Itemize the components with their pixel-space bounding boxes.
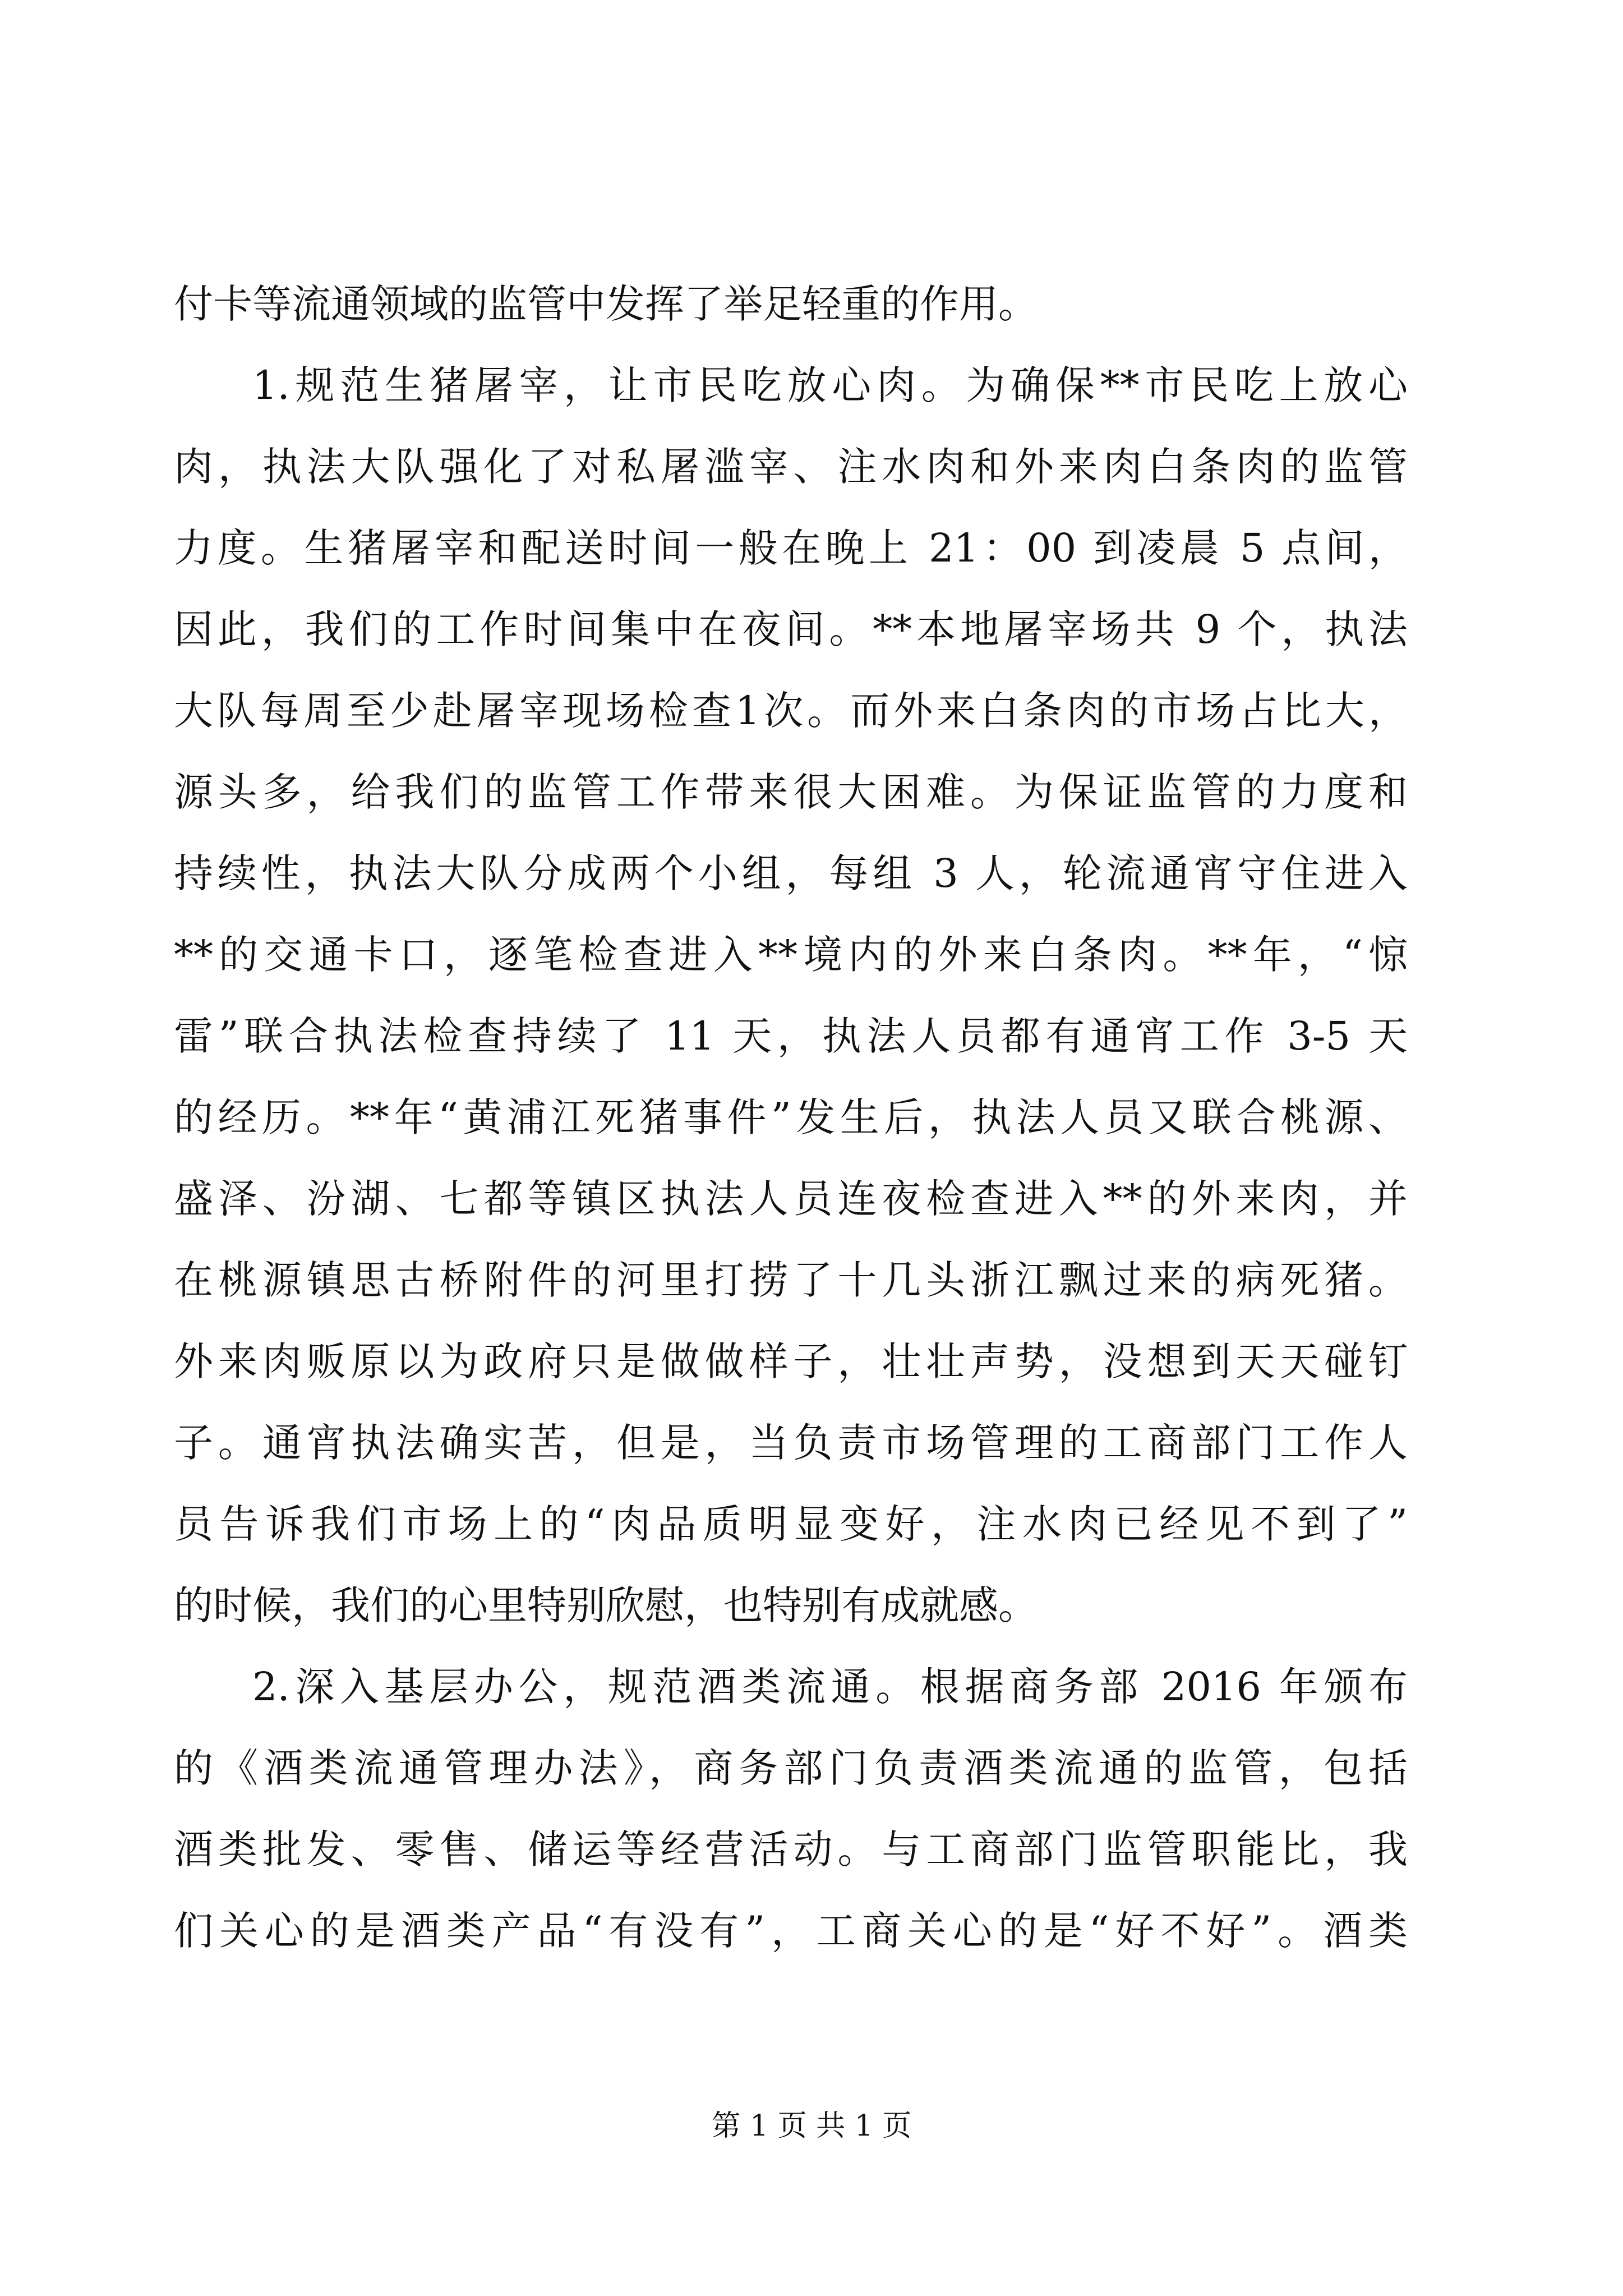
text-line: 付卡等流通领域的监管中发挥了举足轻重的作用。 <box>174 281 1038 327</box>
text-line: 2.深入基层办公，规范酒类流通。根据商务部 2016 年颁布 <box>252 1664 1408 1710</box>
text-line: 的经历。**年“黄浦江死猪事件”发生后，执法人员又联合桃源、 <box>174 1094 1408 1140</box>
text-line: 雷”联合执法检查持续了 11 天，执法人员都有通宵工作 3-5 天 <box>174 1013 1408 1059</box>
text-line: 肉，执法大队强化了对私屠滥宰、注水肉和外来肉白条肉的监管 <box>174 444 1408 490</box>
text-line: 的《酒类流通管理办法》，商务部门负责酒类流通的监管，包括 <box>174 1745 1408 1791</box>
text-line: 力度。生猪屠宰和配送时间一般在晚上 21：00 到凌晨 5 点间， <box>174 525 1408 571</box>
text-line: 们关心的是酒类产品“有没有”，工商关心的是“好不好”。酒类 <box>174 1908 1408 1954</box>
text-line: 源头多，给我们的监管工作带来很大困难。为保证监管的力度和 <box>174 769 1408 815</box>
text-line: 因此，我们的工作时间集中在夜间。**本地屠宰场共 9 个，执法 <box>174 606 1408 652</box>
text-line: 1.规范生猪屠宰，让市民吃放心肉。为确保**市民吃上放心 <box>252 362 1408 408</box>
text-line: 大队每周至少赴屠宰现场检查1次。而外来白条肉的市场占比大， <box>174 688 1408 734</box>
text-line: 持续性，执法大队分成两个小组，每组 3 人，轮流通宵守住进入 <box>174 850 1408 896</box>
text-line: 酒类批发、零售、储运等经营活动。与工商部门监管职能比，我 <box>174 1826 1408 1872</box>
text-line: 在桃源镇思古桥附件的河里打捞了十几头浙江飘过来的病死猪。 <box>174 1257 1408 1303</box>
text-line: 外来肉贩原以为政府只是做做样子，壮壮声势，没想到天天碰钉 <box>174 1338 1408 1384</box>
text-line: 的时候，我们的心里特别欣慰，也特别有成就感。 <box>174 1582 1038 1628</box>
page-footer: 第 1 页 共 1 页 <box>711 2109 912 2143</box>
text-line: 盛泽、汾湖、七都等镇区执法人员连夜检查进入**的外来肉，并 <box>174 1176 1408 1222</box>
text-line: **的交通卡口，逐笔检查进入**境内的外来白条肉。**年，“惊 <box>174 932 1408 978</box>
document-body <box>174 264 1408 1972</box>
text-line: 员告诉我们市场上的“肉品质明显变好，注水肉已经见不到了” <box>174 1501 1408 1547</box>
text-line: 子。通宵执法确实苦，但是，当负责市场管理的工商部门工作人 <box>174 1420 1408 1466</box>
